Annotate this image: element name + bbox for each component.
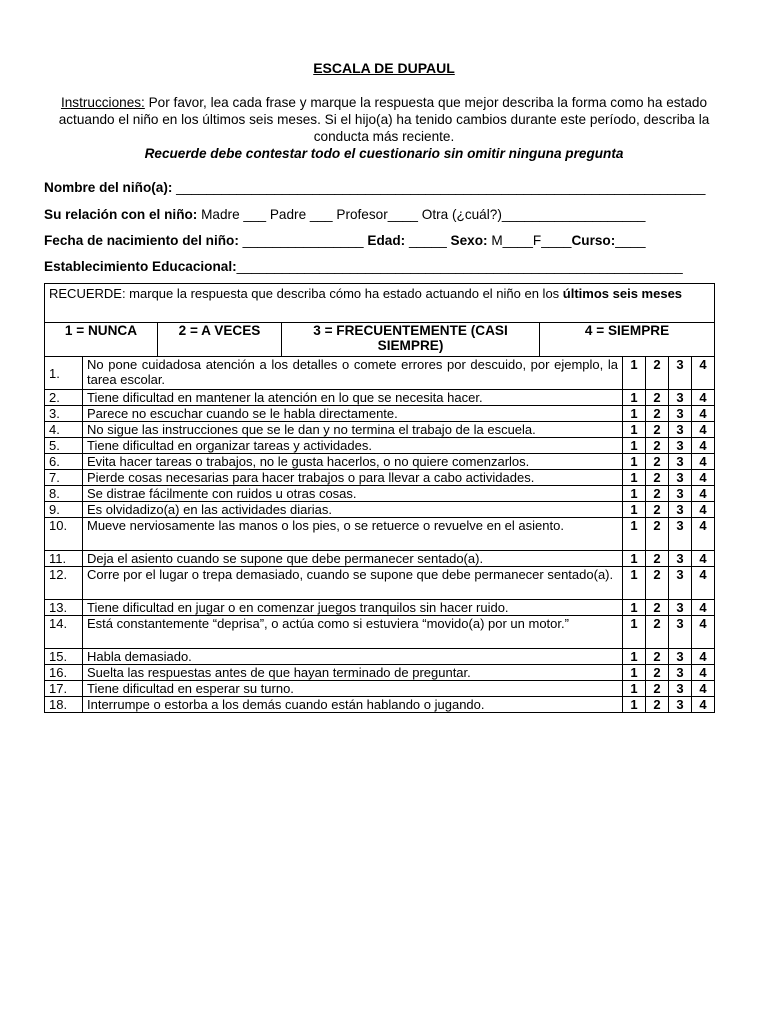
question-number: 17. bbox=[45, 681, 83, 697]
answer-option-4[interactable]: 4 bbox=[692, 551, 715, 567]
question-text: Mueve nerviosamente las manos o los pies, o se retuerce o revuelve en el asiento. bbox=[83, 518, 623, 551]
question-number: 7. bbox=[45, 470, 83, 486]
age-label: Edad: bbox=[367, 233, 406, 248]
answer-option-4[interactable]: 4 bbox=[692, 600, 715, 616]
birth-date-label: Fecha de nacimiento del niño: bbox=[44, 233, 239, 248]
question-text: Parece no escuchar cuando se le habla directamente. bbox=[83, 406, 623, 422]
answer-option-2[interactable]: 2 bbox=[646, 502, 669, 518]
child-name-label: Nombre del niño(a): bbox=[44, 180, 173, 195]
question-row bbox=[45, 600, 715, 616]
question-text: Tiene dificultad en mantener la atención en lo que se necesita hacer. bbox=[83, 390, 623, 406]
answer-option-3[interactable]: 3 bbox=[669, 567, 692, 600]
legend-frequently: 3 = FRECUENTEMENTE (CASI SIEMPRE) bbox=[282, 323, 540, 357]
sex-options[interactable]: M____F____ bbox=[487, 233, 572, 248]
question-text: Está constantemente “deprisa”, o actúa como si estuviera “movido(a) por un motor.” bbox=[83, 616, 623, 649]
answer-option-2[interactable]: 2 bbox=[646, 551, 669, 567]
answer-option-2[interactable]: 2 bbox=[646, 616, 669, 649]
answer-option-4[interactable]: 4 bbox=[692, 502, 715, 518]
question-number: 11. bbox=[45, 551, 83, 567]
instructions-label: Instrucciones: bbox=[60, 95, 145, 110]
document-title: ESCALA DE DUPAUL bbox=[313, 60, 455, 76]
answer-option-3[interactable]: 3 bbox=[669, 438, 692, 454]
question-text: No pone cuidadosa atención a los detalles o comete errores por descuido, por ejemplo, la tarea escolar. bbox=[83, 357, 623, 390]
question-text: Corre por el lugar o trepa demasiado, cuando se supone que debe permanecer sentado(a). bbox=[83, 567, 623, 600]
answer-option-2[interactable]: 2 bbox=[646, 518, 669, 551]
answer-option-4[interactable]: 4 bbox=[692, 438, 715, 454]
remember-bold: últimos seis meses bbox=[562, 286, 683, 301]
answer-option-3[interactable]: 3 bbox=[669, 357, 692, 390]
child-name-field[interactable] bbox=[44, 180, 734, 195]
question-text: Evita hacer tareas o trabajos, no le gusta hacerlos, o no quiere comenzarlos. bbox=[83, 454, 623, 470]
school-field[interactable] bbox=[44, 259, 734, 274]
answer-option-3[interactable]: 3 bbox=[669, 665, 692, 681]
answer-option-2[interactable]: 2 bbox=[646, 406, 669, 422]
answer-option-3[interactable]: 3 bbox=[669, 486, 692, 502]
answer-option-4[interactable]: 4 bbox=[692, 616, 715, 649]
birth-date-blank[interactable]: ________________ bbox=[238, 233, 368, 248]
answer-option-3[interactable]: 3 bbox=[669, 697, 692, 713]
relation-options[interactable]: Madre ___ Padre ___ Profesor____ Otra (¿cuál?)___________________ bbox=[197, 207, 646, 222]
question-number: 3. bbox=[45, 406, 83, 422]
question-row bbox=[45, 438, 715, 454]
question-row bbox=[45, 649, 715, 665]
question-row bbox=[45, 518, 715, 551]
question-row bbox=[45, 357, 715, 390]
dupaul-scale-table bbox=[44, 283, 715, 713]
question-row bbox=[45, 422, 715, 438]
answer-option-4[interactable]: 4 bbox=[692, 422, 715, 438]
question-row bbox=[45, 390, 715, 406]
question-number: 6. bbox=[45, 454, 83, 470]
answer-option-3[interactable]: 3 bbox=[669, 470, 692, 486]
question-number: 18. bbox=[45, 697, 83, 713]
answer-option-4[interactable]: 4 bbox=[692, 406, 715, 422]
instructions-text: Por favor, lea cada frase y marque la respuesta que mejor describa la forma como ha estado actuando el niño en los últimos seis meses. Si el hijo(a) ha tenido cambios durante este período, describa la conducta más reciente. bbox=[58, 95, 710, 144]
question-number: 1. bbox=[45, 357, 83, 390]
instructions bbox=[40, 94, 728, 145]
answer-option-3[interactable]: 3 bbox=[669, 454, 692, 470]
question-number: 16. bbox=[45, 665, 83, 681]
answer-option-1[interactable]: 1 bbox=[623, 470, 646, 486]
question-row bbox=[45, 665, 715, 681]
answer-option-1[interactable]: 1 bbox=[623, 518, 646, 551]
question-row bbox=[45, 681, 715, 697]
question-row bbox=[45, 470, 715, 486]
answer-option-2[interactable]: 2 bbox=[646, 697, 669, 713]
question-number: 10. bbox=[45, 518, 83, 551]
question-text: Tiene dificultad en esperar su turno. bbox=[83, 681, 623, 697]
question-text: Es olvidadizo(a) en las actividades diarias. bbox=[83, 502, 623, 518]
question-row bbox=[45, 486, 715, 502]
answer-option-3[interactable]: 3 bbox=[669, 681, 692, 697]
answer-option-3[interactable]: 3 bbox=[669, 390, 692, 406]
answer-option-1[interactable]: 1 bbox=[623, 502, 646, 518]
instructions-emphasis: Recuerde debe contestar todo el cuestionario sin omitir ninguna pregunta bbox=[144, 146, 624, 161]
answer-option-4[interactable]: 4 bbox=[692, 357, 715, 390]
answer-option-4[interactable]: 4 bbox=[692, 454, 715, 470]
answer-option-4[interactable]: 4 bbox=[692, 681, 715, 697]
question-text: Suelta las respuestas antes de que hayan terminado de preguntar. bbox=[83, 665, 623, 681]
answer-option-2[interactable]: 2 bbox=[646, 567, 669, 600]
question-number: 12. bbox=[45, 567, 83, 600]
relation-field[interactable] bbox=[44, 207, 734, 222]
answer-option-1[interactable]: 1 bbox=[623, 649, 646, 665]
answer-option-4[interactable]: 4 bbox=[692, 567, 715, 600]
question-number: 14. bbox=[45, 616, 83, 649]
answer-option-1[interactable]: 1 bbox=[623, 454, 646, 470]
answer-option-1[interactable]: 1 bbox=[623, 486, 646, 502]
answer-option-1[interactable]: 1 bbox=[623, 390, 646, 406]
answer-option-2[interactable]: 2 bbox=[646, 422, 669, 438]
answer-option-2[interactable]: 2 bbox=[646, 357, 669, 390]
answer-option-4[interactable]: 4 bbox=[692, 518, 715, 551]
question-number: 5. bbox=[45, 438, 83, 454]
legend-never: 1 = NUNCA bbox=[45, 323, 158, 357]
question-text: Habla demasiado. bbox=[83, 649, 623, 665]
question-text: No sigue las instrucciones que se le dan y no termina el trabajo de la escuela. bbox=[83, 422, 623, 438]
legend-always: 4 = SIEMPRE bbox=[540, 323, 715, 357]
question-row bbox=[45, 406, 715, 422]
answer-option-1[interactable]: 1 bbox=[623, 616, 646, 649]
answer-option-2[interactable]: 2 bbox=[646, 454, 669, 470]
answer-option-3[interactable]: 3 bbox=[669, 600, 692, 616]
answer-option-3[interactable]: 3 bbox=[669, 616, 692, 649]
answer-option-1[interactable]: 1 bbox=[623, 665, 646, 681]
relation-label: Su relación con el niño: bbox=[44, 207, 198, 222]
age-blank[interactable]: _____ bbox=[405, 233, 451, 248]
answer-option-3[interactable]: 3 bbox=[669, 551, 692, 567]
question-number: 4. bbox=[45, 422, 83, 438]
answer-option-1[interactable]: 1 bbox=[623, 551, 646, 567]
answer-option-3[interactable]: 3 bbox=[669, 502, 692, 518]
answer-option-4[interactable]: 4 bbox=[692, 470, 715, 486]
question-number: 9. bbox=[45, 502, 83, 518]
question-number: 13. bbox=[45, 600, 83, 616]
answer-option-2[interactable]: 2 bbox=[646, 600, 669, 616]
answer-option-4[interactable]: 4 bbox=[692, 649, 715, 665]
question-row bbox=[45, 567, 715, 600]
answer-option-3[interactable]: 3 bbox=[669, 649, 692, 665]
answer-option-1[interactable]: 1 bbox=[623, 357, 646, 390]
answer-option-1[interactable]: 1 bbox=[623, 406, 646, 422]
question-text: Se distrae fácilmente con ruidos u otras cosas. bbox=[83, 486, 623, 502]
answer-option-2[interactable]: 2 bbox=[646, 438, 669, 454]
question-text: Interrumpe o estorba a los demás cuando están hablando o jugando. bbox=[83, 697, 623, 713]
legend-sometimes: 2 = A VECES bbox=[158, 323, 282, 357]
answer-option-2[interactable]: 2 bbox=[646, 390, 669, 406]
answer-option-1[interactable]: 1 bbox=[623, 567, 646, 600]
answer-option-4[interactable]: 4 bbox=[692, 665, 715, 681]
answer-option-1[interactable]: 1 bbox=[623, 438, 646, 454]
answer-option-3[interactable]: 3 bbox=[669, 422, 692, 438]
answer-option-4[interactable]: 4 bbox=[692, 390, 715, 406]
question-number: 8. bbox=[45, 486, 83, 502]
question-row bbox=[45, 697, 715, 713]
question-text: Tiene dificultad en jugar o en comenzar juegos tranquilos sin hacer ruido. bbox=[83, 600, 623, 616]
course-blank[interactable]: ____ bbox=[615, 233, 646, 248]
question-row bbox=[45, 616, 715, 649]
answer-option-2[interactable]: 2 bbox=[646, 470, 669, 486]
answer-option-1[interactable]: 1 bbox=[623, 681, 646, 697]
question-number: 2. bbox=[45, 390, 83, 406]
remember-text: RECUERDE: marque la respuesta que describa cómo ha estado actuando el niño en los bbox=[49, 286, 563, 301]
answer-option-2[interactable]: 2 bbox=[646, 681, 669, 697]
answer-option-1[interactable]: 1 bbox=[623, 600, 646, 616]
question-text: Pierde cosas necesarias para hacer trabajos o para llevar a cabo actividades. bbox=[83, 470, 623, 486]
answer-option-2[interactable]: 2 bbox=[646, 649, 669, 665]
school-blank[interactable]: ___________________________________________________________ bbox=[236, 259, 683, 274]
remember-note bbox=[45, 284, 715, 323]
answer-option-4[interactable]: 4 bbox=[692, 697, 715, 713]
question-number: 15. bbox=[45, 649, 83, 665]
question-text: Deja el asiento cuando se supone que debe permanecer sentado(a). bbox=[83, 551, 623, 567]
answer-option-2[interactable]: 2 bbox=[646, 665, 669, 681]
question-row bbox=[45, 502, 715, 518]
question-text: Tiene dificultad en organizar tareas y actividades. bbox=[83, 438, 623, 454]
answer-option-3[interactable]: 3 bbox=[669, 518, 692, 551]
school-label: Establecimiento Educacional: bbox=[44, 259, 237, 274]
course-label: Curso: bbox=[571, 233, 616, 248]
question-row bbox=[45, 454, 715, 470]
birth-age-sex-course-line[interactable] bbox=[44, 233, 734, 248]
answer-option-1[interactable]: 1 bbox=[623, 697, 646, 713]
answer-option-2[interactable]: 2 bbox=[646, 486, 669, 502]
question-row bbox=[45, 551, 715, 567]
answer-option-1[interactable]: 1 bbox=[623, 422, 646, 438]
child-name-blank[interactable]: ______________________________________________________________________ bbox=[172, 180, 706, 195]
answer-option-3[interactable]: 3 bbox=[669, 406, 692, 422]
sex-label: Sexo: bbox=[450, 233, 488, 248]
answer-option-4[interactable]: 4 bbox=[692, 486, 715, 502]
